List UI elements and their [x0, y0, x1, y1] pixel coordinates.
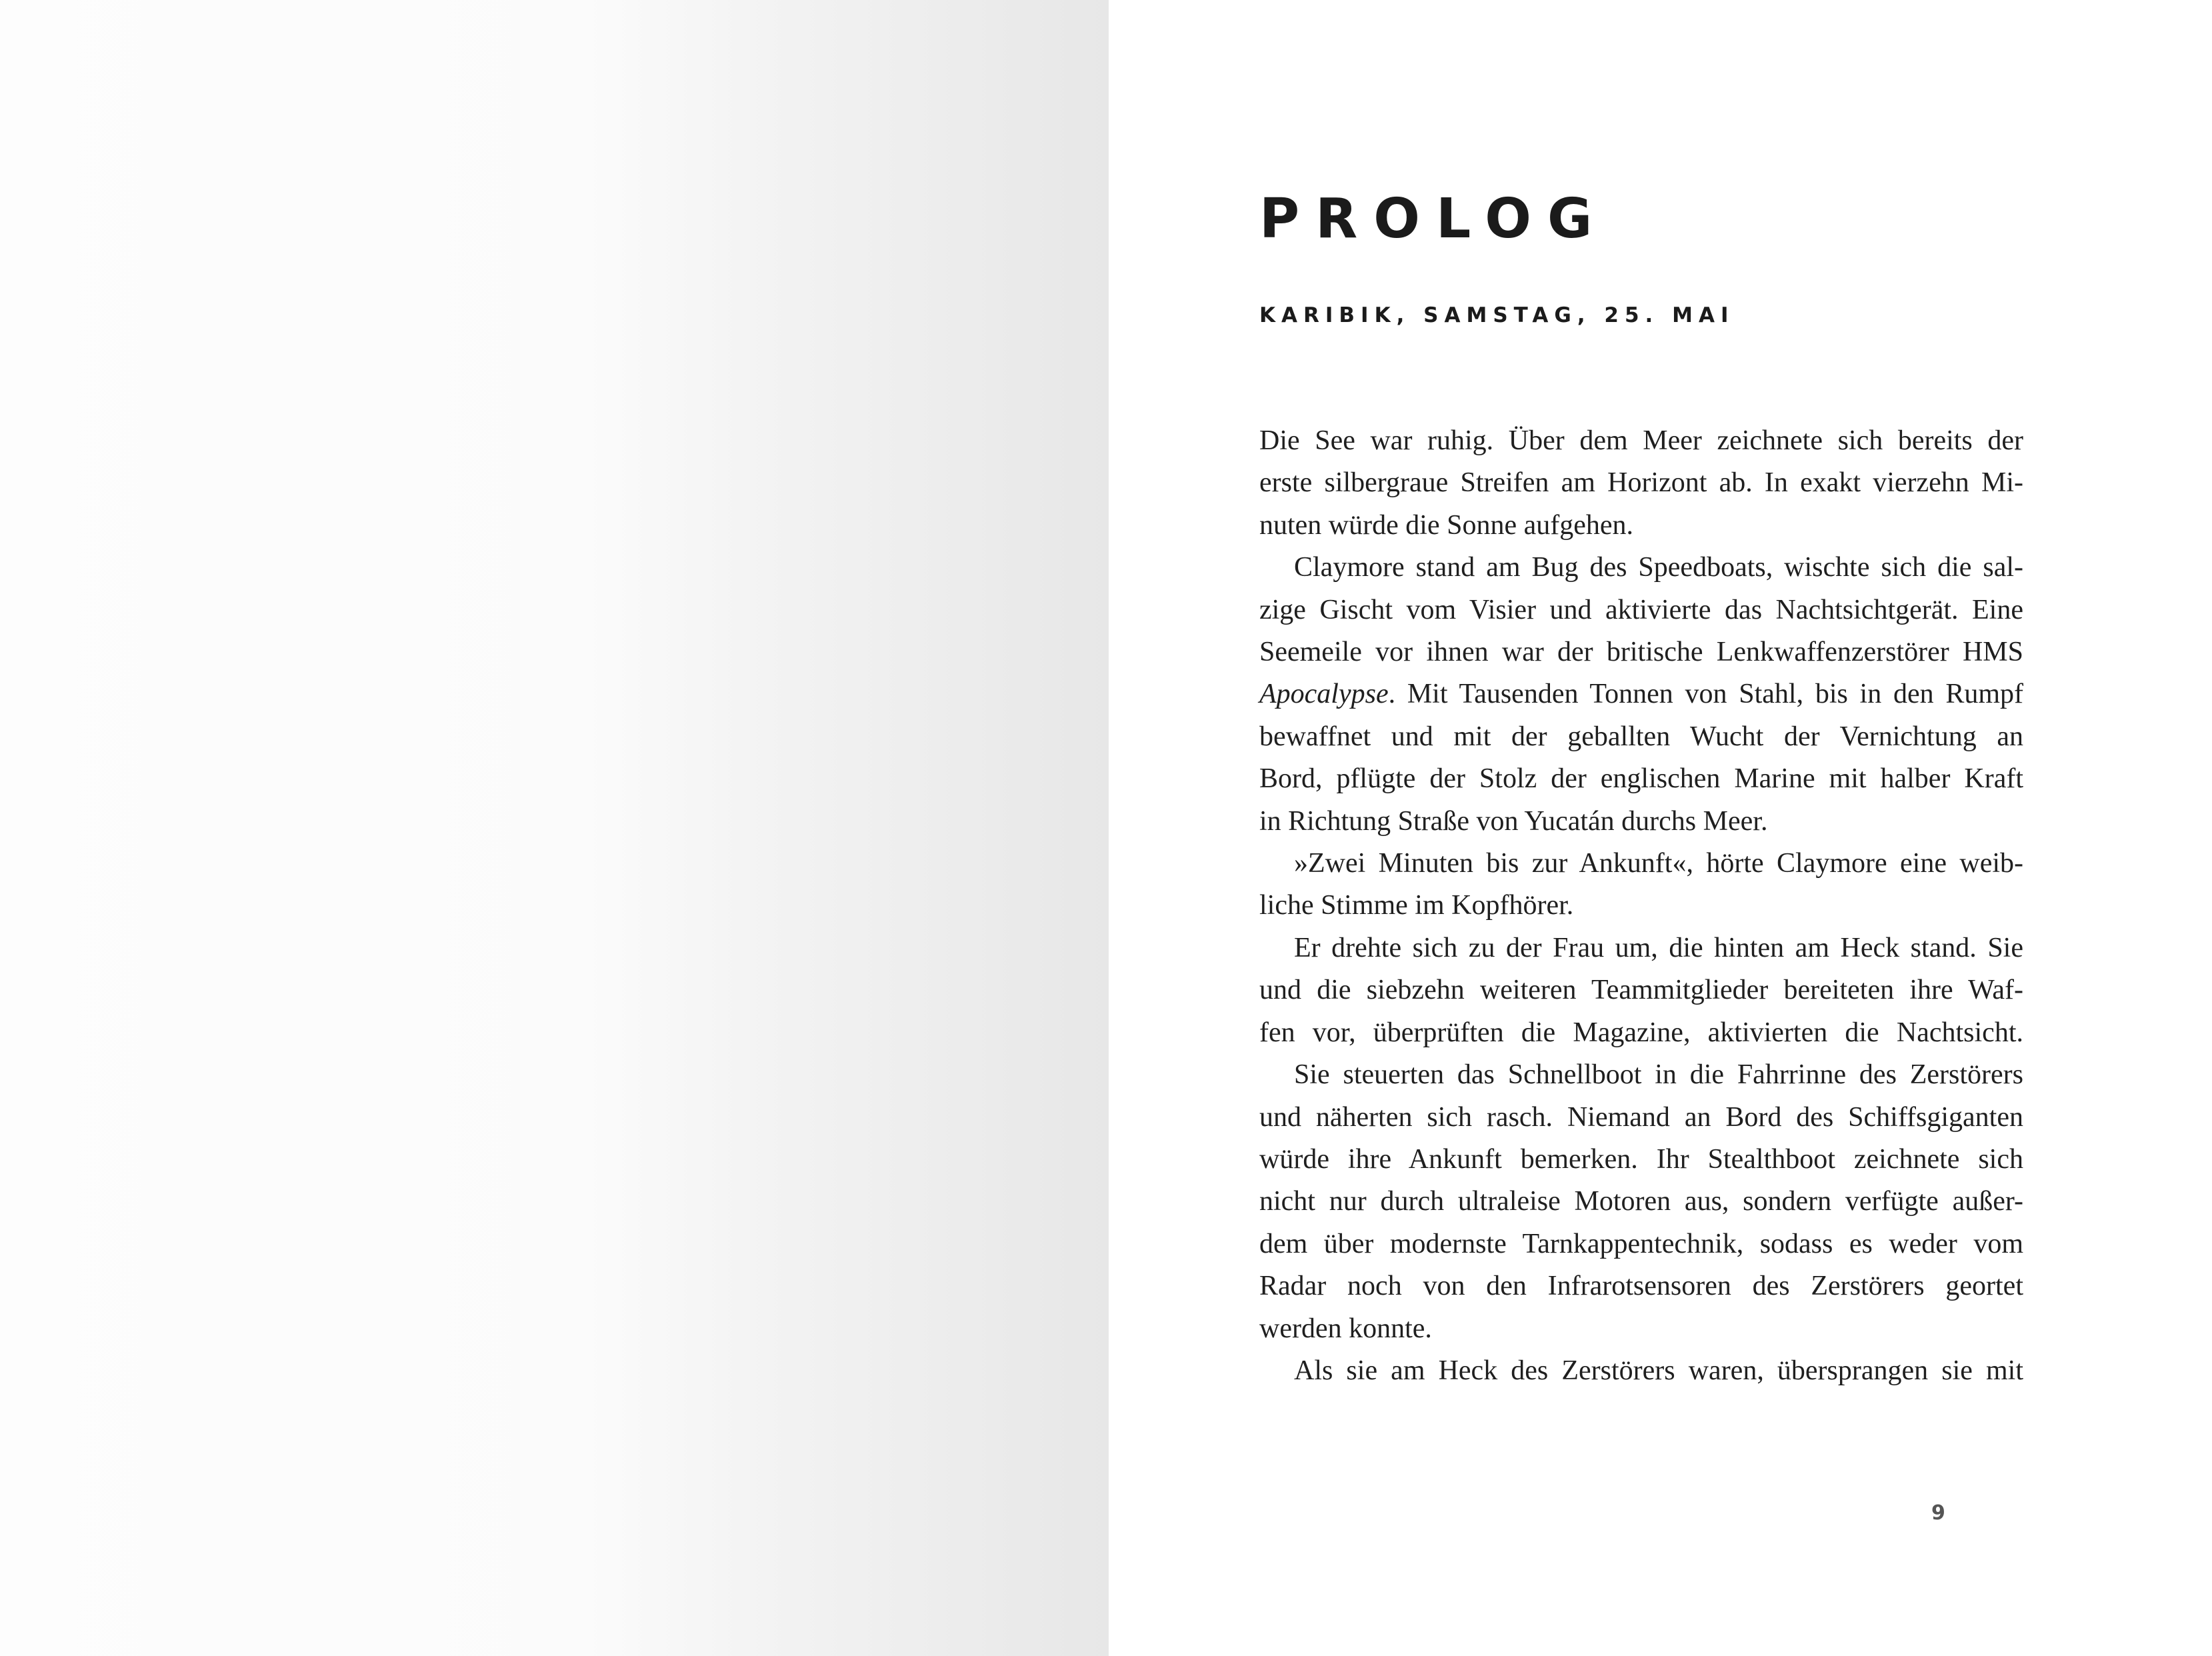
chapter-place-date: KARIBIK, SAMSTAG, 25. MAI	[1259, 303, 1735, 327]
body-line: werden konnte.	[1259, 1313, 1432, 1344]
body-line	[1259, 673, 2023, 715]
body-line: fen vor, überprüften die Magazine, aktivierten die Nachtsicht.	[1259, 1017, 2023, 1048]
body-text	[1259, 420, 2023, 1392]
body-line: nuten würde die Sonne aufgehen.	[1259, 509, 1633, 541]
body-line: dem über modernste Tarnkappentechnik, sodass es weder vom	[1259, 1228, 2023, 1259]
chapter-title: PROLOG	[1259, 187, 1609, 251]
body-line: würde ihre Ankunft bemerken. Ihr Stealthboot zeichnete sich	[1259, 1143, 2023, 1175]
body-line: Er drehte sich zu der Frau um, die hinten am Heck stand. Sie	[1294, 932, 2023, 963]
body-line: erste silbergraue Streifen am Horizont ab. In exakt vierzehn Mi-	[1259, 467, 2023, 499]
body-line: Als sie am Heck des Zerstörers waren, übersprangen sie mit	[1294, 1355, 2023, 1386]
body-line: und die siebzehn weiteren Teammitglieder bereiteten ihre Waf-	[1259, 975, 2023, 1006]
body-line-text: . Mit Tausenden Tonnen von Stahl, bis in den Rumpf	[1388, 679, 2023, 710]
body-line: liche Stimme im Kopfhörer.	[1259, 890, 1574, 921]
body-line: nicht nur durch ultraleise Motoren aus, sondern verfügte außer-	[1259, 1186, 2023, 1217]
right-page	[1109, 0, 2212, 1656]
body-line: Die See war ruhig. Über dem Meer zeichnete sich bereits der	[1259, 425, 2023, 456]
body-line: Claymore stand am Bug des Speedboats, wischte sich die sal-	[1294, 552, 2023, 583]
body-line: bewaffnet und mit der geballten Wucht der Vernichtung an	[1259, 721, 2023, 752]
body-line-italic: Apocalypse	[1259, 679, 1389, 710]
body-line: Seemeile vor ihnen war der britische Lenkwaffenzerstörer HMS	[1259, 637, 2023, 668]
body-line: Sie steuerten das Schnellboot in die Fahrrinne des Zerstörers	[1294, 1059, 2023, 1091]
body-line: »Zwei Minuten bis zur Ankunft«, hörte Claymore eine weib-	[1294, 848, 2023, 879]
body-line: zige Gischt vom Visier und aktivierte das Nachtsichtgerät. Eine	[1259, 594, 2023, 625]
body-line: Radar noch von den Infrarotsensoren des Zerstörers geortet	[1259, 1271, 2023, 1302]
body-line: Bord, pflügte der Stolz der englischen Marine mit halber Kraft	[1259, 763, 2023, 795]
body-line: und näherten sich rasch. Niemand an Bord des Schiffsgiganten	[1259, 1101, 2023, 1133]
page-number: 9	[1931, 1501, 1945, 1525]
body-line: in Richtung Straße von Yucatán durchs Meer.	[1259, 805, 1768, 837]
